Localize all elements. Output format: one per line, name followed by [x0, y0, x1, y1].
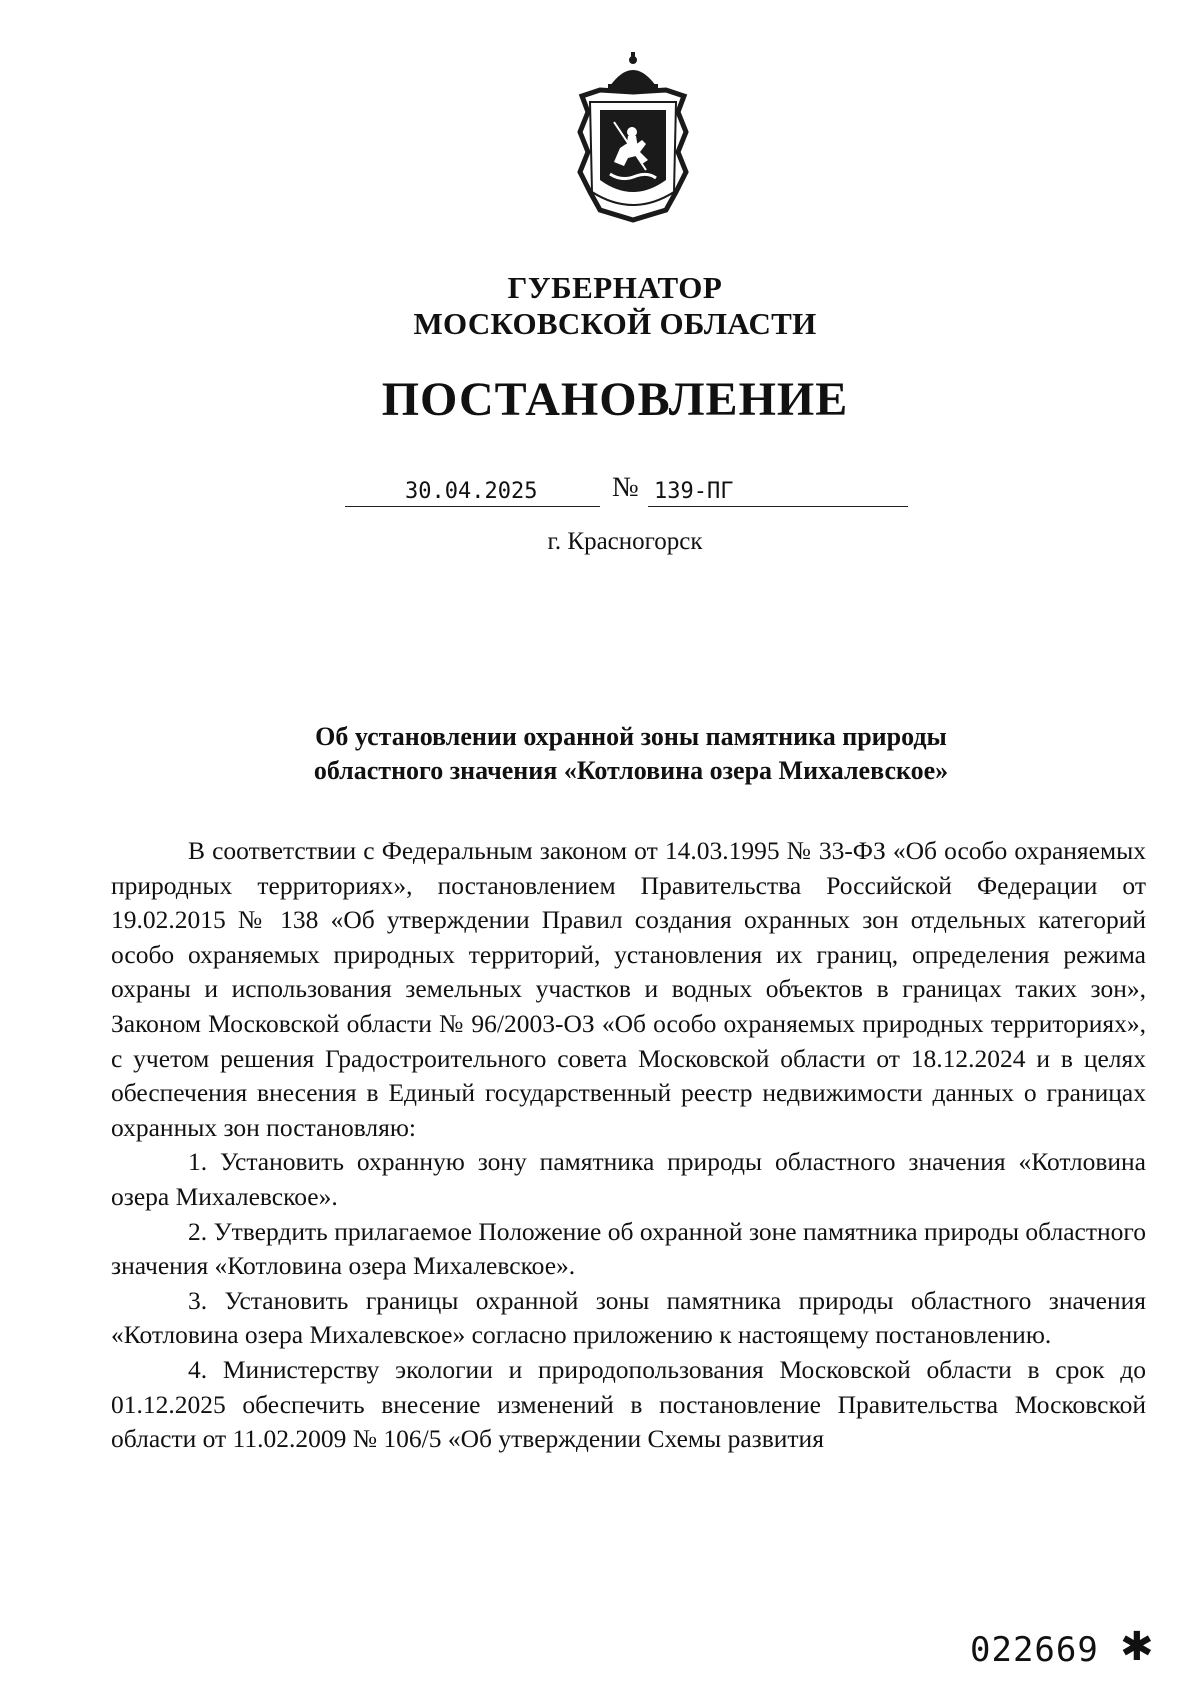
document-type: ПОСТАНОВЛЕНИЕ [381, 373, 849, 426]
coat-of-arms-icon [570, 52, 696, 224]
org-name-line1: ГУБЕРНАТОР [507, 270, 723, 305]
city-label: г. Красногорск [547, 528, 703, 555]
item-paragraph-1: 1. Установить охранную зону памятника природы областного значения «Котловина озера Михалевское». [111, 1147, 1146, 1211]
serial-number: 022669 [970, 1630, 1099, 1670]
number-field [648, 470, 908, 507]
org-name-line2: МОСКОВСКОЙ ОБЛАСТИ [413, 306, 817, 341]
document-number: 139-ПГ [654, 479, 734, 504]
item-paragraph-4: 4. Министерству экологии и природопользования Московской области в срок до 01.12.2025 обеспечить внесение изменений в постановление Правительства Московской области от 11.02.2009 № 106/5 «Об утверждении Схемы развития [111, 1354, 1146, 1454]
document-body [111, 834, 1146, 1457]
document-date: 30.04.2025 [405, 479, 538, 504]
title-line2: областного значения «Котловина озера Михалевское» [313, 756, 949, 785]
item-paragraph-3: 3. Установить границы охранной зоны памятника природы областного значения «Котловина озера Михалевское» согласно приложению к настоящему постановлению. [111, 1285, 1146, 1350]
preamble-paragraph: В соответствии с Федеральным законом от 14.03.1995 № 33-ФЗ «Об особо охраняемых природных территориях», постановлением Правительства Российской Федерации от 19.02.2015 № 138 «Об утверждении Правил создания охранных зон отдельных категорий особо охраняемых природных территорий, установления их границ, определения режима охраны и использования земельных участков и водных объектов в границах таких зон», Законом Московской области № 96/2003-ОЗ «Об особо охраняемых природных территориях», с учетом решения Градостроительного совета Московской области от 18.12.2024 и в целях обеспечения внесения в Единый государственный реестр недвижимости данных о границах охранных зон постановляю: [111, 836, 1146, 1142]
document-title [0, 720, 1200, 788]
date-field [345, 470, 600, 507]
title-line1: Об установлении охранной зоны памятника природы [315, 722, 947, 751]
number-sign: № [612, 472, 639, 503]
item-paragraph-2: 2. Утвердить прилагаемое Положение об охранной зоне памятника природы областного значения «Котловина озера Михалевское». [111, 1216, 1146, 1281]
asterisk-mark-icon: ✱ [1120, 1624, 1154, 1670]
